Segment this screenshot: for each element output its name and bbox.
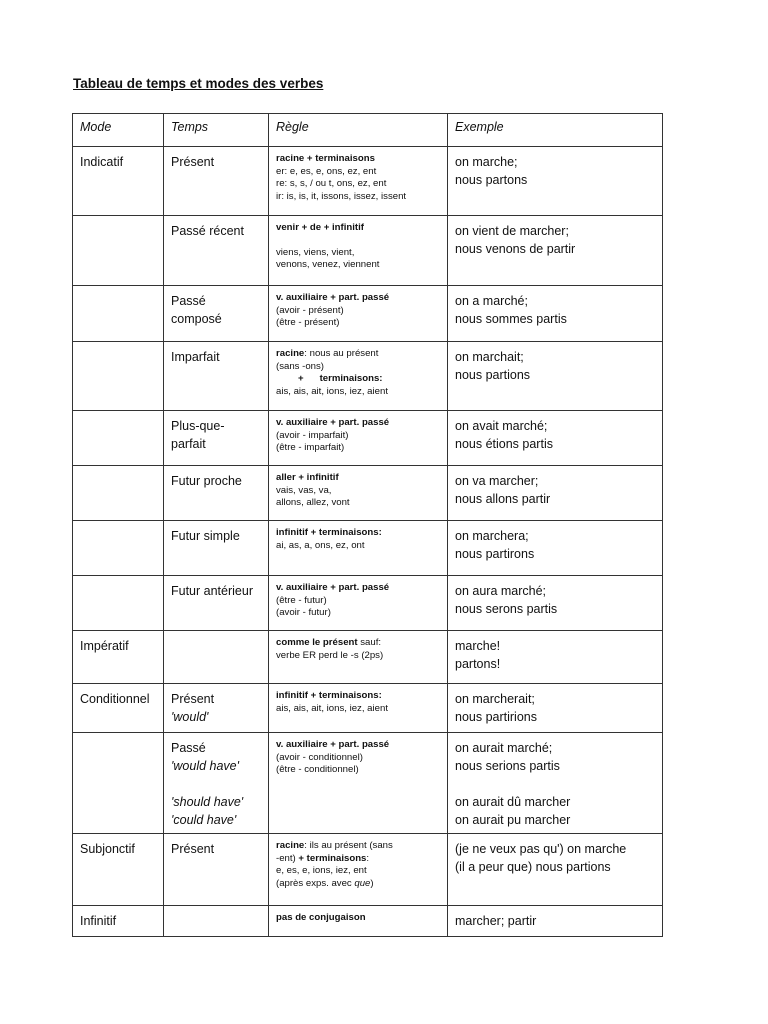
rule-line: vais, vas, va,	[276, 484, 332, 496]
example-line: on aurait pu marcher	[455, 813, 571, 827]
verb-table	[72, 113, 663, 937]
rule-line: allons, allez, vont	[276, 497, 350, 508]
rule-line: (sans -ons)	[276, 360, 324, 372]
example-line: marche!	[455, 639, 501, 653]
example-line: on aurait dû marcher	[455, 795, 571, 809]
rule-line: (avoir - imparfait)	[276, 429, 349, 441]
example-line: nous sommes partis	[455, 312, 567, 326]
header-mode: Mode	[73, 114, 164, 147]
rule-line: re: s, s, / ou t, ons, ez, ent	[276, 178, 387, 189]
temps-cell: Futur proche	[164, 466, 269, 521]
rule-line: (être - imparfait)	[276, 442, 345, 453]
rule-line: venons, venez, viennent	[276, 259, 380, 270]
temps-line: Présent	[171, 692, 215, 706]
rule-cell	[269, 521, 448, 576]
table-row	[73, 411, 663, 466]
example-cell	[448, 147, 663, 216]
example-cell	[448, 521, 663, 576]
rule-line: infinitif + terminaisons:	[276, 690, 382, 701]
table-row	[73, 834, 663, 906]
temps-cell: Passé récent	[164, 216, 269, 286]
example-line: nous étions partis	[455, 437, 553, 451]
rule-cell	[269, 342, 448, 411]
temps-cell: Imparfait	[164, 342, 269, 411]
temps-cell: Présent	[164, 147, 269, 216]
temps-line: 'would'	[171, 710, 209, 724]
mode-cell	[73, 286, 164, 342]
example-cell	[448, 733, 663, 834]
rule-line: (avoir - futur)	[276, 607, 331, 618]
rule-line: viens, viens, vient,	[276, 246, 355, 258]
header-regle: Règle	[269, 114, 448, 147]
example-line: nous serons partis	[455, 602, 558, 616]
table-row	[73, 631, 663, 684]
mode-cell: Subjonctif	[73, 834, 164, 906]
example-line: partons!	[455, 657, 501, 671]
rule-line: aller + infinitif	[276, 472, 339, 483]
rule-cell	[269, 631, 448, 684]
rule-cell	[269, 216, 448, 286]
example-line: on marcherait;	[455, 692, 535, 706]
mode-cell	[73, 216, 164, 286]
rule-cell	[269, 147, 448, 216]
mode-cell	[73, 411, 164, 466]
rule-line: racine + terminaisons	[276, 153, 375, 164]
temps-line: Passé	[171, 294, 206, 308]
rule-line: ir: is, is, it, issons, issez, issent	[276, 190, 407, 202]
example-cell	[448, 411, 663, 466]
example-line: nous partirons	[455, 547, 535, 561]
mode-cell	[73, 521, 164, 576]
example-line: on aurait marché;	[455, 741, 553, 755]
rule-line: v. auxiliaire + part. passé	[276, 739, 390, 750]
example-line: nous allons partir	[455, 492, 551, 506]
rule-cell	[269, 834, 448, 906]
rule-line: er: e, es, e, ons, ez, ent	[276, 165, 377, 177]
rule-line: v. auxiliaire + part. passé	[276, 292, 390, 303]
example-line: marcher; partir	[455, 914, 537, 928]
rule-line: : ils au présent (sans	[304, 840, 393, 851]
example-line: (il a peur que) nous partions	[455, 860, 611, 874]
rule-line: que	[354, 877, 371, 889]
rule-cell	[269, 286, 448, 342]
example-line: on marchera;	[455, 529, 529, 543]
example-line: nous partons	[455, 173, 528, 187]
rule-line: infinitif + terminaisons:	[276, 527, 382, 538]
rule-cell	[269, 684, 448, 733]
temps-line: Passé	[171, 741, 206, 755]
example-line: on aura marché;	[455, 584, 547, 598]
temps-cell	[164, 733, 269, 834]
mode-cell	[73, 342, 164, 411]
temps-line: 'could have'	[171, 813, 237, 827]
rule-line: (être - présent)	[276, 317, 340, 328]
example-cell	[448, 342, 663, 411]
example-line: on marchait;	[455, 350, 524, 364]
rule-line: racine	[276, 348, 305, 359]
rule-line: (être - futur)	[276, 594, 327, 606]
example-cell	[448, 216, 663, 286]
rule-line: :	[366, 852, 370, 864]
page-title: Tableau de temps et modes des verbes	[73, 76, 324, 91]
example-line: nous partirions	[455, 710, 537, 724]
rule-line: (après exps. avec	[276, 877, 355, 889]
header-row	[73, 114, 663, 147]
rule-line: v. auxiliaire + part. passé	[276, 417, 390, 428]
temps-line: Plus-que-	[171, 419, 225, 433]
header-temps: Temps	[164, 114, 269, 147]
rule-line: sauf:	[357, 637, 382, 648]
temps-line: composé	[171, 312, 222, 326]
example-cell	[448, 906, 663, 937]
rule-line: (avoir - conditionnel)	[276, 751, 363, 763]
temps-line: parfait	[171, 437, 206, 451]
rule-line: verbe ER perd le -s (2ps)	[276, 649, 384, 661]
example-line: on vient de marcher;	[455, 224, 569, 238]
rule-cell	[269, 466, 448, 521]
rule-cell	[269, 733, 448, 834]
table-row	[73, 576, 663, 631]
rule-line: -ent)	[276, 852, 299, 864]
rule-cell	[269, 411, 448, 466]
rule-line: racine	[276, 840, 305, 851]
rule-line: + terminaisons	[298, 852, 367, 864]
table-row	[73, 216, 663, 286]
table-row	[73, 286, 663, 342]
example-cell	[448, 576, 663, 631]
temps-line: 'should have'	[171, 795, 244, 809]
rule-line: ai, as, a, ons, ez, ont	[276, 539, 365, 551]
rule-line: (être - conditionnel)	[276, 764, 359, 775]
mode-cell: Indicatif	[73, 147, 164, 216]
table-row	[73, 733, 663, 834]
example-line: on va marcher;	[455, 474, 539, 488]
example-cell	[448, 834, 663, 906]
rule-cell	[269, 906, 448, 937]
temps-cell: Futur simple	[164, 521, 269, 576]
mode-cell: Conditionnel	[73, 684, 164, 733]
rule-line: comme le présent	[276, 637, 358, 648]
table-row	[73, 521, 663, 576]
temps-cell: Futur antérieur	[164, 576, 269, 631]
rule-line: e, es, e, ions, iez, ent	[276, 865, 367, 876]
mode-cell	[73, 576, 164, 631]
rule-line: ais, ais, ait, ions, iez, aient	[276, 702, 388, 714]
example-line: on avait marché;	[455, 419, 548, 433]
example-line: on a marché;	[455, 294, 528, 308]
rule-line: venir + de + infinitif	[276, 222, 364, 233]
example-cell	[448, 631, 663, 684]
rule-line: : nous au présent	[304, 348, 379, 359]
example-cell	[448, 466, 663, 521]
mode-cell: Infinitif	[73, 906, 164, 937]
table-row	[73, 342, 663, 411]
example-cell	[448, 684, 663, 733]
temps-cell	[164, 906, 269, 937]
rule-line: ais, ais, ait, ions, iez, aient	[276, 385, 388, 397]
rule-line: )	[370, 877, 374, 889]
temps-line: 'would have'	[171, 759, 240, 773]
table-row	[73, 147, 663, 216]
example-line: (je ne veux pas qu') on marche	[455, 842, 627, 856]
mode-cell: Impératif	[73, 631, 164, 684]
table-row	[73, 684, 663, 733]
rule-line: (avoir - présent)	[276, 304, 344, 316]
mode-cell	[73, 466, 164, 521]
rule-line: pas de conjugaison	[276, 912, 366, 923]
rule-line: + terminaisons:	[298, 373, 383, 384]
table-row	[73, 906, 663, 937]
example-line: on marche;	[455, 155, 518, 169]
rule-line: v. auxiliaire + part. passé	[276, 582, 390, 593]
example-cell	[448, 286, 663, 342]
temps-cell: Présent	[164, 834, 269, 906]
example-line: nous partions	[455, 368, 531, 382]
temps-cell	[164, 411, 269, 466]
header-exemple: Exemple	[448, 114, 663, 147]
mode-cell	[73, 733, 164, 834]
temps-cell	[164, 684, 269, 733]
example-line: nous serions partis	[455, 759, 560, 773]
temps-cell	[164, 631, 269, 684]
table-row	[73, 466, 663, 521]
temps-cell	[164, 286, 269, 342]
rule-cell	[269, 576, 448, 631]
example-line: nous venons de partir	[455, 242, 576, 256]
